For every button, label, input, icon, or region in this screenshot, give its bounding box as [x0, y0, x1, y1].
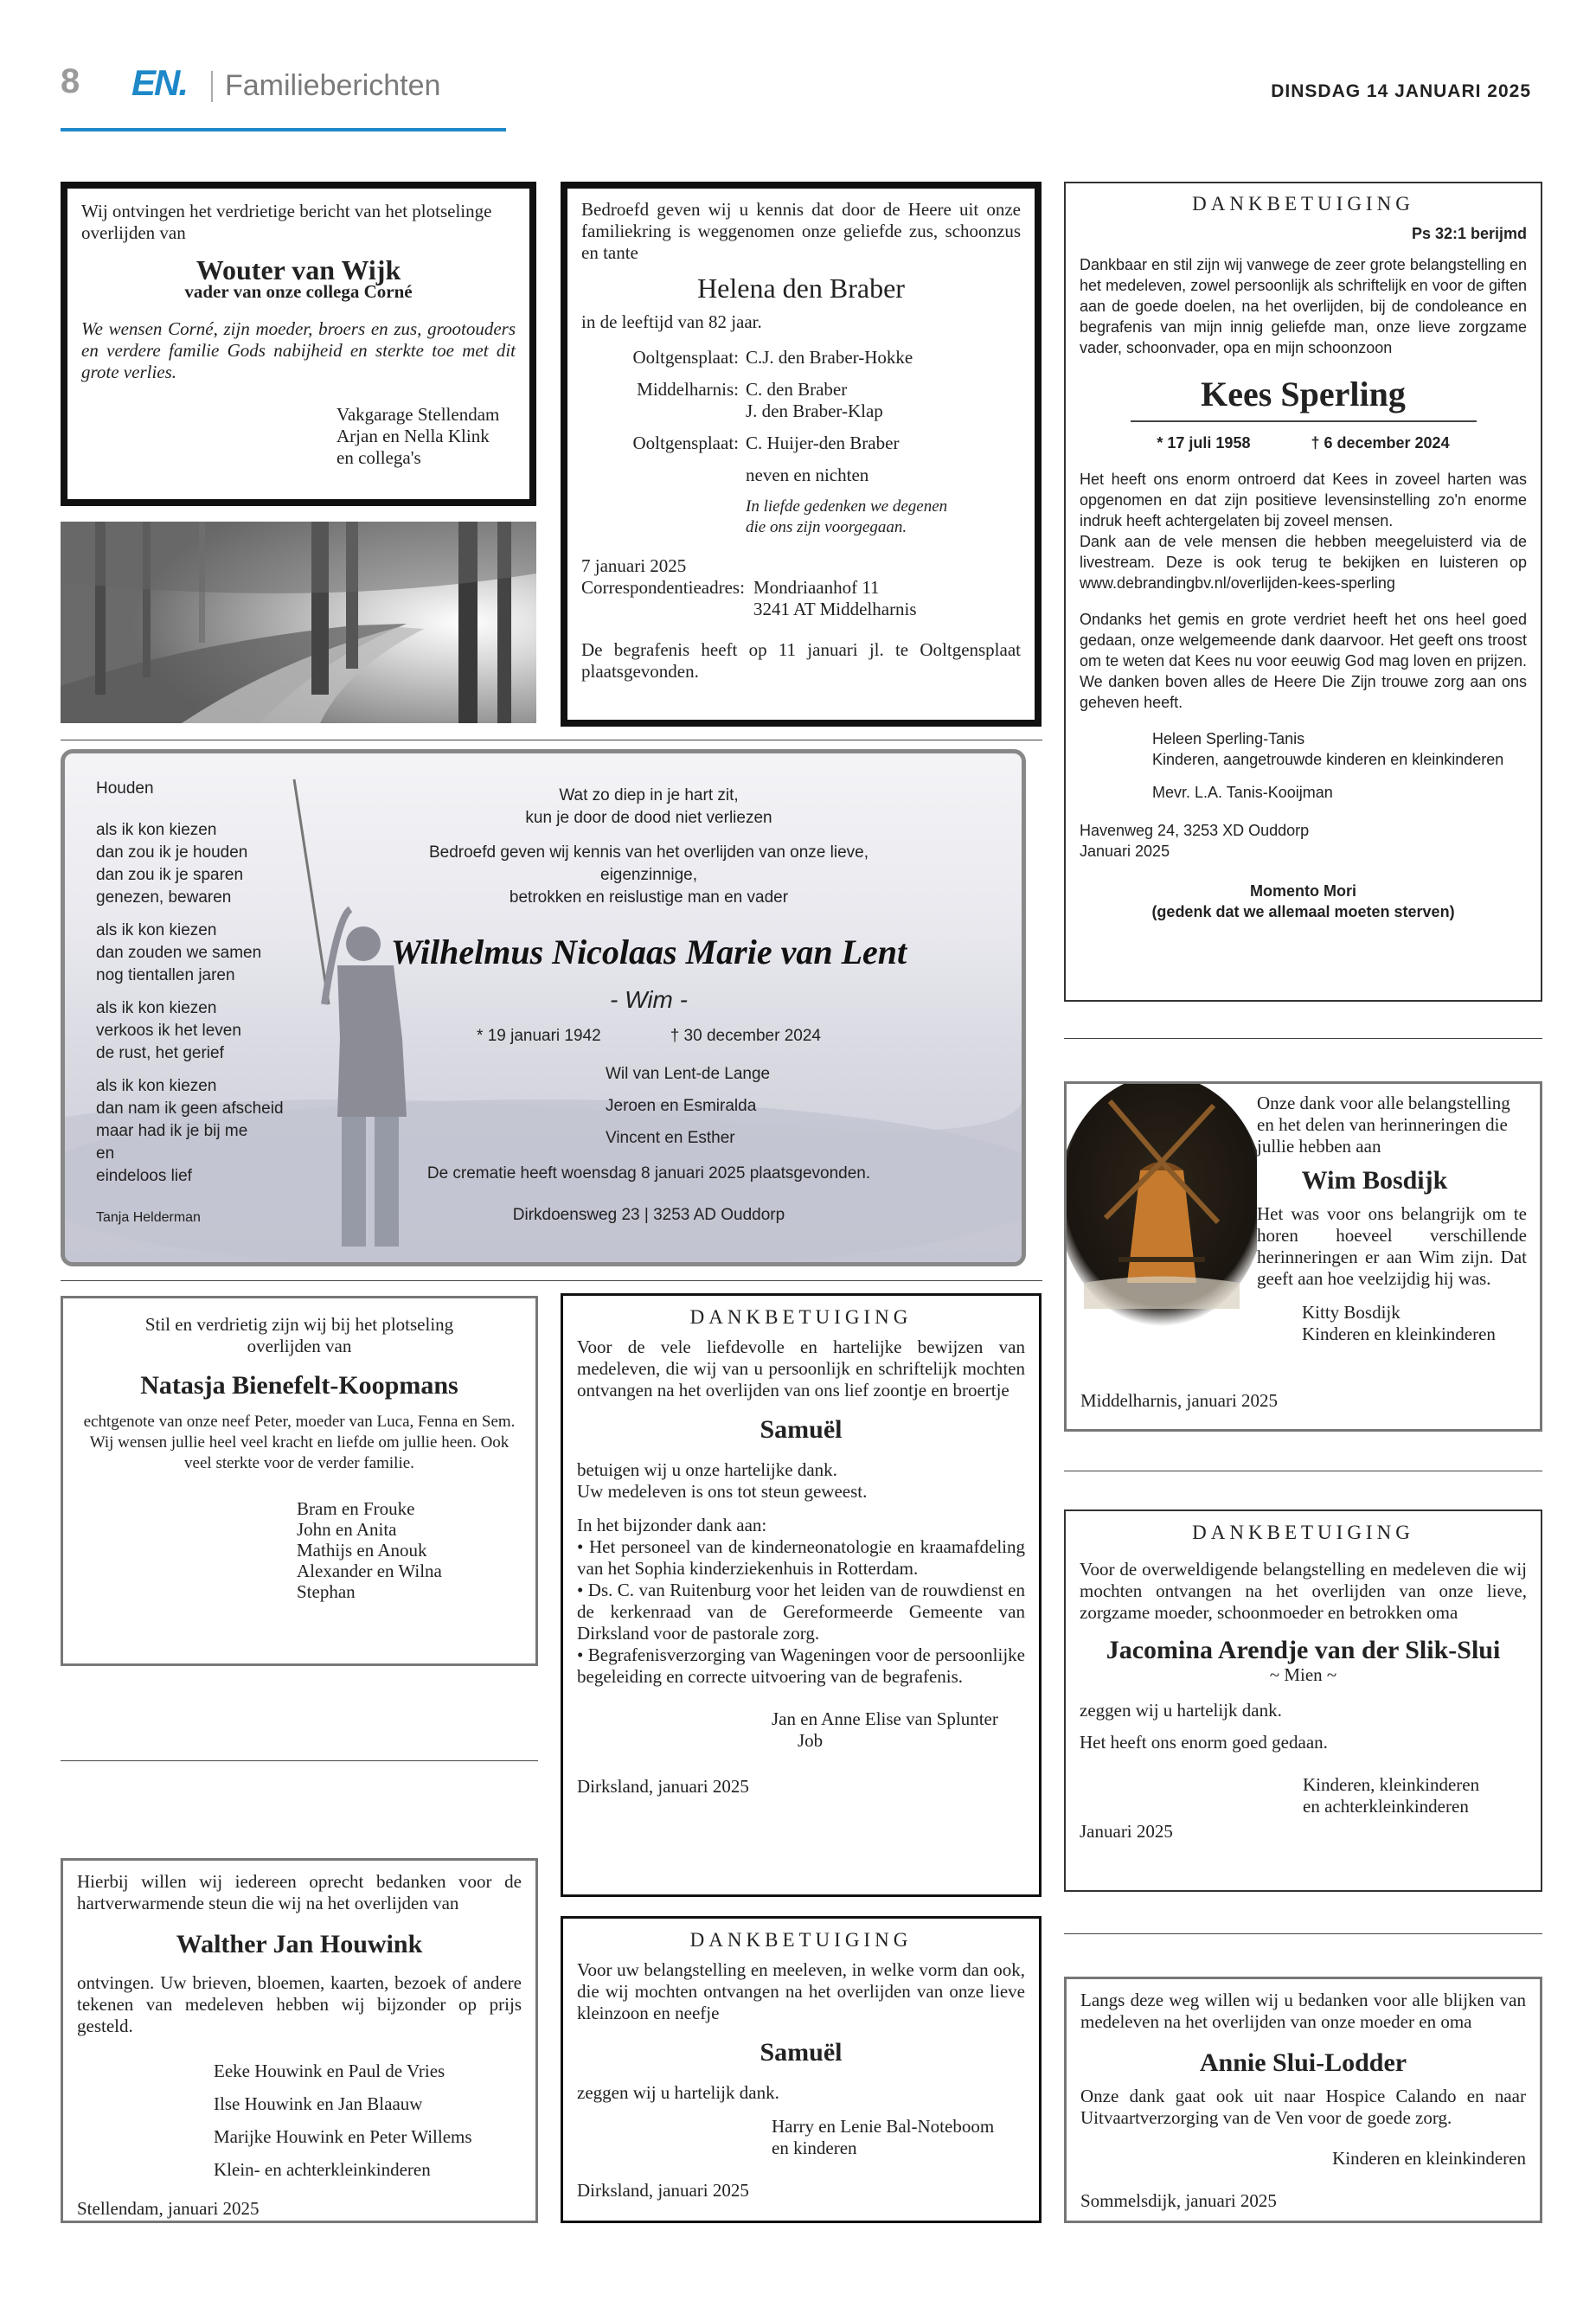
natasja-intro: Stil en verdrietig zijn wij bij het plotseling overlijden van [144, 1314, 454, 1356]
annie-sign: Kinderen en kleinkinderen [1332, 2148, 1526, 2169]
forest-photo [61, 522, 536, 723]
jacomina-nick: ~ Mien ~ [1269, 1664, 1337, 1685]
sign-line: Kinderen en kleinkinderen [1302, 1324, 1496, 1344]
walther-place: Stellendam, januari 2025 [77, 2198, 260, 2219]
family-line: Wil van Lent-de Lange [606, 1065, 771, 1083]
poet: Tanja Helderman [96, 1210, 201, 1225]
sign-line: Jan en Anne Elise van Splunter [772, 1708, 998, 1729]
poem-stanza [96, 920, 373, 987]
helena-intro: Bedroefd geven wij u kennis dat door de Heere uit onze familiekring is weggenomen onze geliefde zus, schoonzus en tante [581, 199, 1021, 263]
intro-line: betrokken en reislustige man en vader [509, 888, 789, 907]
samuel1-bullet: • Ds. C. van Ruitenburg voor het leiden van de rouwdienst en de kerkenraad van de Gereformeerde Gemeente van Dirksland voor de pastorale zorg. [577, 1580, 1025, 1644]
walther-intro: Hierbij willen wij iedereen oprecht bedanken voor de hartverwarmende steun die wij na het overlijden van [77, 1871, 522, 1913]
helena-date: 7 januari 2025 [581, 555, 687, 576]
helena-name: Helena den Braber [697, 272, 905, 304]
jacomina-heading: DANKBETUIGING [1192, 1522, 1414, 1543]
jacomina-thanks: zeggen wij u hartelijk dank. [1080, 1700, 1282, 1721]
jacomina-intro: Voor de overweldigende belangstelling en medeleven die wij mochten ontvangen na het overlijden van onze lieve, zorgzame moeder, schoonmoeder en betrokken oma [1080, 1559, 1527, 1623]
header-divider [211, 71, 213, 102]
bosdijk-text [1257, 1093, 1527, 1345]
walther-name: Walther Jan Houwink [176, 1930, 423, 1958]
sign-line: Stephan [297, 1581, 356, 1602]
thanks-line: Uw medeleven is ons tot steun geweest. [577, 1481, 868, 1502]
poem-line: als ik kon kiezen [96, 999, 217, 1017]
samuel1-signature [772, 1708, 1025, 1752]
sign-line: Heleen Sperling-Tanis [1152, 730, 1305, 747]
sign-line: John en Anita [297, 1519, 397, 1540]
sign-line: en kinderen [772, 2138, 857, 2158]
section-title: Familieberichten [225, 69, 441, 102]
sign-line: Kinderen, aangetrouwde kinderen en kleinkinderen [1152, 751, 1504, 768]
samuel2-name: Samuël [760, 2038, 843, 2067]
address-line: 3241 AT Middelharnis [753, 599, 917, 619]
kees-signature [1152, 728, 1527, 803]
kees-p3: Ondanks het gemis en grote verdriet heeft het ons heel goed gedaan, onze welgemeende dank daarvoor. Het geeft ons troost om te weten dat Kees nu voor eeuwig God mag loven en prijzen. We danken boven alles de Heere Die Zijn trouwe zorg aan ons geheven heeft. [1080, 611, 1527, 711]
notice-jacomina-van-der-slik [1064, 1509, 1542, 1892]
natasja-body: echtgenote van onze neef Peter, moeder van Luca, Fenna en Sem. Wij wensen jullie heel veel kracht en liefde om jullie heen. Ook veel sterkte voor de verder familie. [83, 1413, 516, 1472]
jacomina-good: Het heeft ons enorm goed gedaan. [1080, 1732, 1328, 1753]
annie-name: Annie Slui-Lodder [1199, 2048, 1407, 2077]
samuel1-bullet: • Het personeel van de kinderneonatologie en kraamafdeling van het Sophia kinderziekenhuis in Rotterdam. [577, 1536, 1025, 1579]
samuel1-special: In het bijzonder dank aan: [577, 1515, 767, 1535]
poem-line: dan zou ik je sparen [96, 866, 244, 884]
wouter-subtitle: vader van onze collega Corné [184, 281, 413, 302]
wim-cremation: De crematie heeft woensdag 8 januari 2025 plaatsgevonden. [426, 1164, 871, 1183]
jacomina-signature [1303, 1774, 1527, 1817]
kees-name-rule [1131, 420, 1477, 422]
notice-kees-sperling [1064, 182, 1542, 1002]
wim-intro [385, 842, 913, 909]
sign-line: Ilse Houwink en Jan Blaauw [214, 2093, 423, 2114]
memory-line: In liefde gedenken we degenen [746, 497, 948, 516]
poem-line: nog tientallen jaren [96, 966, 235, 984]
family-line: Vincent en Esther [606, 1129, 735, 1147]
poem-title: Houden [96, 779, 154, 798]
separator-line [61, 1280, 1042, 1281]
notice-natasja-bienefelt [61, 1296, 538, 1666]
sign-line: Kitty Bosdijk [1302, 1302, 1401, 1323]
samuel2-place: Dirksland, januari 2025 [577, 2180, 749, 2201]
helena-funeral: De begrafenis heeft op 11 januari jl. te Ooltgensplaat plaatsgevonden. [581, 639, 1021, 682]
kees-motto: Momento Mori [1250, 882, 1356, 900]
poem-stanza [96, 997, 373, 1065]
wouter-wish: We wensen Corné, zijn moeder, broers en zus, grootouders en verdere familie Gods nabijheid en sterkte toe met dit grote verlies. [81, 318, 516, 382]
family-name: C. Huijer-den Braber [746, 433, 900, 453]
helena-family-table [581, 347, 1021, 538]
walther-body: ontvingen. Uw brieven, bloemen, kaarten, bezoek of andere tekenen van medeleven hebben wij bijzonder op prijs gesteld. [77, 1972, 522, 2036]
main-block [385, 785, 913, 1227]
poem-line: verkoos ik het leven [96, 1022, 241, 1040]
windmill-photo [1067, 1084, 1257, 1335]
sign-line: Bram en Frouke [297, 1498, 415, 1519]
annie-intro: Langs deze weg willen wij u bedanken voor alle blijken van medeleven na het overlijden van onze moeder en oma [1080, 1990, 1526, 2032]
address-label: Correspondentieadres: [581, 577, 745, 598]
kees-date: Januari 2025 [1080, 843, 1170, 860]
bosdijk-name: Wim Bosdijk [1301, 1166, 1448, 1195]
separator-line [1064, 1038, 1542, 1039]
separator-line [61, 1760, 538, 1761]
sign-line: Klein- en achterkleinkinderen [214, 2159, 431, 2180]
helena-relatives: neven en nichten [746, 465, 869, 485]
poem-line: de rust, het gerief [96, 1044, 224, 1062]
notice-wilhelmus-van-lent [61, 749, 1026, 1266]
sign-line: en collega's [337, 447, 421, 468]
poem-stanza [96, 819, 373, 909]
brand-logo[interactable]: EN. [131, 62, 188, 103]
family-name: J. den Braber-Klap [746, 401, 883, 421]
family-row [581, 379, 1021, 422]
wim-born: * 19 januari 1942 [477, 1027, 601, 1045]
notice-wouter-van-wijk [61, 182, 536, 506]
samuel2-signature [772, 2116, 1025, 2159]
poem-line: dan zou ik je houden [96, 843, 248, 862]
kees-intro: Dankbaar en stil zijn wij vanwege de zeer grote belangstelling en het medeleven, zowel persoonlijk als schriftelijk en voor de giften aan de goede doelen, na het overlijden, bij de condoleance en begrafenis van mijn innig geliefde man, onze lieve zorgzame vader, schoonvader, opa en mijn schoonzoon [1080, 256, 1527, 356]
samuel2-thanks: zeggen wij u hartelijk dank. [577, 2082, 779, 2103]
poem-block [96, 778, 373, 1229]
family-row [581, 433, 1021, 454]
poem-line: en [96, 1144, 115, 1163]
sign-line: Eeke Houwink en Paul de Vries [214, 2061, 445, 2081]
wouter-signature [337, 404, 516, 469]
bosdijk-body: Het was voor ons belangrijk om te horen hoeveel verschillende herinneringen er aan Wim zijn. Dat geeft aan hoe veelzijdig hij was. [1257, 1203, 1527, 1289]
wim-nick: - Wim - [610, 986, 688, 1013]
samuel1-intro: Voor de vele liefdevolle en hartelijke bewijzen van medeleven, die wij van u persoonlijk en schriftelijk mochten ontvangen na het overlijden van ons lief zoontje en broertje [577, 1336, 1025, 1400]
kees-died: † 6 december 2024 [1311, 434, 1450, 452]
walther-signature [214, 2054, 522, 2186]
sign-line: Arjan en Nella Klink [337, 426, 490, 446]
kees-p2: Dank aan de vele mensen die hebben meegeluisterd via de livestream. Deze is ook terug te bekijken en luisteren op www.debrandingbv.nl/overlijden-kees-sperling [1080, 533, 1527, 592]
kees-address: Havenweg 24, 3253 XD Ouddorp [1080, 822, 1310, 839]
poem-line: maar had ik je bij me [96, 1122, 248, 1140]
notice-samuel-dankbetuiging [561, 1293, 1042, 1897]
family-row [581, 347, 1021, 369]
intro-line: Bedroefd geven wij kennis van het overlijden van onze lieve, eigenzinnige, [428, 843, 869, 884]
samuel1-bullet: • Begrafenisverzorging van Wageningen voor de persoonlijke begeleiding en correcte uitvoering van de begrafenis. [577, 1644, 1025, 1687]
kees-p1: Het heeft ons enorm ontroerd dat Kees in zoveel harten was opgenomen en dat zijn positieve levensinstelling zo'n enorme indruk heeft achtergelaten bij zoveel mensen. [1080, 471, 1527, 529]
kees-dates [1080, 433, 1527, 453]
sign-line: Alexander en Wilna [297, 1561, 442, 1581]
wim-lent-dates [385, 1025, 913, 1048]
annie-body: Onze dank gaat ook uit naar Hospice Calando en naar Uitvaartverzorging van de Ven voor de goede zorg. [1080, 2086, 1526, 2128]
helena-age: in de leeftijd van 82 jaar. [581, 311, 762, 332]
samuel2-heading: DANKBETUIGING [689, 1929, 913, 1951]
samuel1-heading: DANKBETUIGING [689, 1306, 913, 1328]
notice-annie-slui-lodder [1064, 1977, 1542, 2223]
kees-heading: DANKBETUIGING [1192, 193, 1414, 215]
issue-date: DINSDAG 14 JANUARI 2025 [1271, 81, 1531, 101]
jacomina-date: Januari 2025 [1080, 1821, 1173, 1842]
kees-motto-sub: (gedenk dat we allemaal moeten sterven) [1151, 903, 1455, 920]
poem-line: als ik kon kiezen [96, 1077, 217, 1095]
poem-line: als ik kon kiezen [96, 921, 217, 939]
sign-line: en achterkleinkinderen [1303, 1796, 1469, 1817]
sign-line: Vakgarage Stellendam [337, 404, 500, 425]
sign-line: Marijke Houwink en Peter Willems [214, 2126, 472, 2147]
wim-died: † 30 december 2024 [670, 1027, 821, 1045]
natasja-signature [297, 1498, 516, 1602]
samuel1-thanks [577, 1459, 1025, 1503]
thanks-line: betuigen wij u onze hartelijke dank. [577, 1459, 837, 1480]
helena-address [581, 577, 1021, 620]
quote-line: kun je door de dood niet verliezen [525, 809, 772, 827]
notice-helena-den-braber [561, 182, 1042, 727]
bosdijk-signature [1302, 1302, 1527, 1345]
family-name: C.J. den Braber-Hokke [746, 347, 913, 368]
header-rule [61, 128, 506, 131]
samuel2-intro: Voor uw belangstelling en meeleven, in welke vorm dan ook, die wij mochten ontvangen na het overlijden van onze lieve kleinzoon en neefje [577, 1959, 1025, 2023]
page-number: 8 [61, 62, 80, 100]
kees-name: Kees Sperling [1201, 375, 1406, 413]
wouter-intro: Wij ontvingen het verdrietige bericht van het plotselinge overlijden van [81, 201, 492, 243]
bosdijk-place: Middelharnis, januari 2025 [1080, 1390, 1279, 1411]
poem-stanza [96, 1075, 373, 1188]
wim-lent-name: Wilhelmus Nicolaas Marie van Lent [390, 933, 907, 971]
helena-memory [746, 497, 1021, 538]
family-place: Ooltgensplaat: [632, 347, 739, 368]
family-place: Middelharnis: [637, 379, 739, 400]
samuel1-place: Dirksland, januari 2025 [577, 1776, 749, 1797]
address-line: Mondriaanhof 11 [753, 577, 880, 598]
poem-line: als ik kon kiezen [96, 821, 217, 839]
separator-line [1064, 1933, 1542, 1934]
annie-place: Sommelsdijk, januari 2025 [1080, 2190, 1277, 2211]
memory-line: die ons zijn voorgegaan. [746, 518, 907, 536]
wim-address: Dirkdoensweg 23 | 3253 AD Ouddorp [512, 1206, 785, 1224]
bosdijk-intro: Onze dank voor alle belangstelling en het delen van herinneringen die jullie hebben aan [1257, 1093, 1510, 1157]
natasja-name: Natasja Bienefelt-Koopmans [140, 1371, 458, 1400]
family-place: Ooltgensplaat: [632, 433, 739, 453]
wouter-name: Wouter van Wijk [195, 254, 401, 285]
family-line: Jeroen en Esmiralda [606, 1097, 757, 1115]
poem-line: dan zouden we samen [96, 944, 262, 962]
kees-born: * 17 juli 1958 [1157, 434, 1251, 452]
notice-walther-houwink [61, 1858, 538, 2223]
sign-line: Job [798, 1730, 824, 1751]
poem-line: genezen, bewaren [96, 888, 232, 907]
wim-family [606, 1058, 913, 1154]
sign-line: Mathijs en Anouk [297, 1540, 427, 1561]
samuel1-name: Samuël [760, 1415, 843, 1444]
quote-line: Wat zo diep in je hart zit, [559, 786, 739, 804]
notice-samuel-grandparents [561, 1916, 1042, 2223]
poem-line: dan nam ik geen afscheid [96, 1099, 284, 1118]
notice-wim-bosdijk [1064, 1081, 1542, 1432]
jacomina-name: Jacomina Arendje van der Slik-Slui [1106, 1636, 1501, 1664]
sign-line: Mevr. L.A. Tanis-Kooijman [1152, 784, 1333, 801]
sign-line: Harry en Lenie Bal-Noteboom [772, 2116, 995, 2137]
sign-line: Kinderen, kleinkinderen [1303, 1774, 1480, 1795]
poem-line: eindeloos lief [96, 1167, 192, 1185]
kees-verse: Ps 32:1 berijmd [1411, 225, 1527, 242]
family-name: C. den Braber [746, 379, 848, 400]
